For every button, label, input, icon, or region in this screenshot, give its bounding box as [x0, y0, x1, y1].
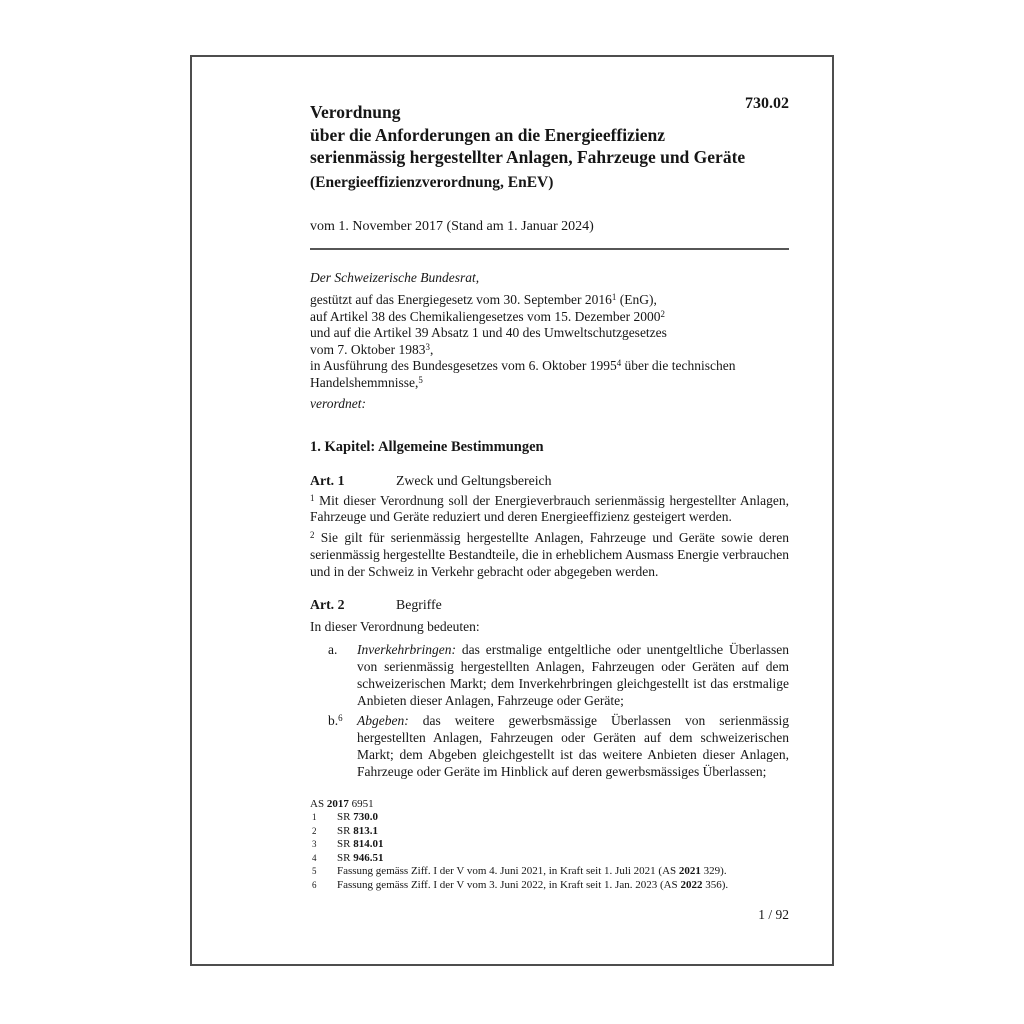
document-title	[310, 101, 789, 169]
definitions-list	[310, 642, 789, 780]
recital-line-3: und auf die Artikel 39 Absatz 1 und 40 des Umweltschutzgesetzes	[310, 325, 667, 340]
document-subtitle: (Energieeffizienzverordnung, EnEV)	[310, 173, 554, 191]
chapter-heading: 1. Kapitel: Allgemeine Bestimmungen	[310, 438, 544, 455]
as-reference: AS 2017 6951	[310, 797, 374, 810]
footnote-5-text: Fassung gemäss Ziff. I der V vom 4. Juni 2021, in Kraft seit 1. Juli 2021 (AS 2021 329).	[337, 865, 727, 878]
preamble-actor: Der Schweizerische Bundesrat,	[310, 269, 480, 285]
article-1-paragraph-2: $^2$ Sie gilt für serienmässig hergestellte Anlagen, Fahrzeuge und Geräte sowie deren serienmässig hergestellte Bestandteile, die in erheblichem Ausmass Energie verbrauchen und in der Schweiz in Verkehr gebracht oder abgegeben werden.	[310, 530, 789, 579]
enactment-clause: verordnet:	[310, 396, 366, 411]
document-header	[310, 95, 789, 250]
recital-line-4: vom 7. Oktober 1983$^3$,	[310, 341, 434, 357]
article-1-label: Art. 1	[310, 472, 345, 488]
date-line: vom 1. November 2017 (Stand am 1. Januar 2024)	[310, 218, 594, 234]
article-1	[310, 473, 789, 581]
footnote-2-text: SR 813.1	[337, 824, 378, 837]
footnote-1	[310, 811, 789, 825]
item-b-marker: b.$^6$	[328, 713, 343, 729]
item-b-text: Abgeben: das weitere gewerbsmässige Überlassen von serienmässig hergestellten Anlagen, Fahrzeugen oder Geräten auf dem schweizerischen Markt; dem Abgeben gleichgestellt ist das weitere Anbieten dieser Anlagen, Fahrzeuge oder Geräte im Hinblick auf deren gewerbsmässiges Überlassen;	[357, 713, 789, 779]
recital-line-1: gestützt auf das Energiegesetz vom 30. September 2016$^1$ (EnG),	[310, 292, 657, 307]
definition-item-a	[310, 642, 789, 709]
title-line-1: Verordnung	[310, 102, 401, 122]
footnote-1-number: 1	[312, 812, 317, 823]
footnote-3-number: 3	[312, 839, 317, 850]
footnote-2-number: 2	[312, 825, 317, 836]
article-1-title: Zweck und Geltungsbereich	[396, 472, 552, 488]
title-line-3: serienmässig hergestellter Anlagen, Fahrzeuge und Geräte	[310, 147, 746, 167]
preamble-recitals	[310, 292, 789, 391]
item-a-marker: a.	[328, 642, 338, 658]
footnote-6	[310, 879, 789, 893]
footnote-3	[310, 838, 789, 852]
footnote-3-text: SR 814.01	[337, 838, 384, 851]
header-divider	[310, 248, 789, 250]
footnote-4	[310, 852, 789, 866]
definition-item-b	[310, 713, 789, 780]
document-page	[190, 55, 834, 966]
page-content	[192, 57, 832, 964]
footnote-2	[310, 825, 789, 839]
article-2	[310, 597, 789, 780]
recital-line-2: auf Artikel 38 des Chemikaliengesetzes vom 15. Dezember 2000$^2$	[310, 308, 665, 324]
footnote-4-text: SR 946.51	[337, 851, 384, 864]
footnotes-block	[310, 798, 789, 922]
footnote-5-number: 5	[312, 866, 317, 877]
document-code: 730.02	[745, 95, 789, 112]
preamble	[310, 270, 789, 413]
article-1-heading	[310, 473, 789, 489]
footnote-5	[310, 865, 789, 879]
footnote-4-number: 4	[312, 852, 317, 863]
recital-line-5: in Ausführung des Bundesgesetzes vom 6. Oktober 1995$^4$ über die technischen Handelshemmnisse,$^5$	[310, 358, 736, 390]
footnote-6-text: Fassung gemäss Ziff. I der V vom 3. Juni 2022, in Kraft seit 1. Jan. 2023 (AS 2022 356).	[337, 878, 729, 891]
article-2-intro: In dieser Verordnung bedeuten:	[310, 619, 480, 635]
footnote-1-text: SR 730.0	[337, 811, 378, 824]
article-2-heading	[310, 597, 789, 613]
article-2-label: Art. 2	[310, 597, 345, 613]
article-2-title: Begriffe	[396, 597, 442, 613]
footnote-6-number: 6	[312, 879, 317, 890]
article-1-paragraph-1: $^1$ Mit dieser Verordnung soll der Energieverbrauch serienmässig hergestellter Anlagen, Fahrzeuge und Geräte reduziert und deren Energieeffizienz gesteigert werden.	[310, 492, 789, 525]
page-number: 1 / 92	[758, 907, 789, 923]
title-line-2: über die Anforderungen an die Energieeffizienz	[310, 124, 665, 145]
item-a-text: Inverkehrbringen: das erstmalige entgeltliche oder unentgeltliche Überlassen von serienmässig hergestellten Anlagen, Fahrzeugen oder Geräten auf dem schweizerischen Markt; dem Inverkehrbringen gleichgestellt ist das erstmalige Anbieten dieser Anlagen, Fahrzeuge oder Geräte;	[357, 642, 789, 708]
